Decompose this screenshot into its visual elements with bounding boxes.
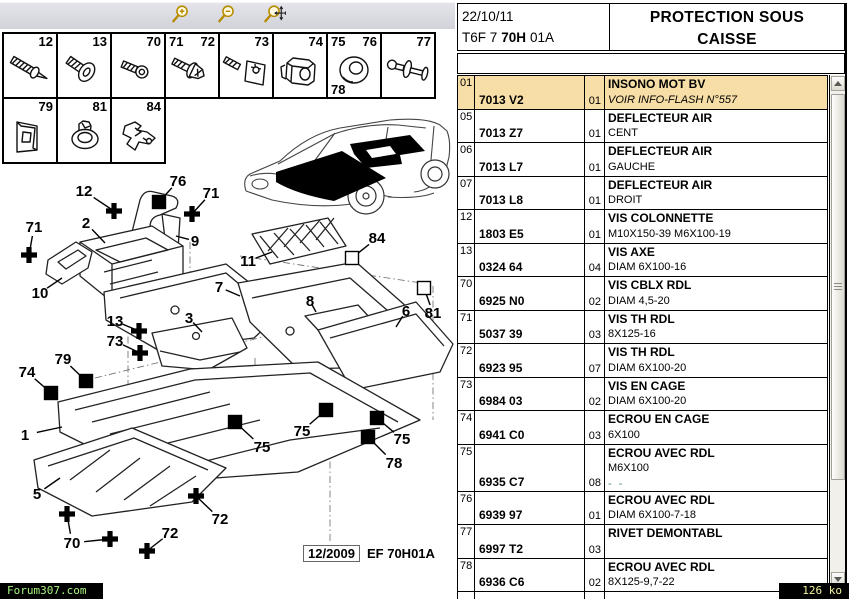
callout-label: 72 (161, 525, 179, 542)
fixing-point-open-square-marker (346, 252, 359, 265)
diagram-plate-code: EF 70H01A (367, 546, 435, 561)
ref-cell: 12 (458, 210, 475, 243)
fixing-point-cross-marker (102, 531, 118, 547)
part-number-cell: 6923 95 (475, 344, 585, 377)
callout-label: 79 (54, 351, 72, 368)
callout-label: 13 (106, 313, 124, 330)
ref-cell: 78 (458, 559, 475, 592)
vertical-scrollbar[interactable] (829, 75, 845, 588)
description-cell: VIS COLONNETTE M10X150-39 M6X100-19 (608, 211, 731, 240)
fixing-point-square-marker (45, 387, 58, 400)
callout-label: 71 (25, 219, 43, 236)
fixing-point-square-marker (80, 375, 93, 388)
table-row-empty (458, 592, 827, 599)
part-number-cell: 0324 64 (475, 244, 585, 277)
scrollbar-thumb[interactable] (831, 94, 845, 480)
table-row-07[interactable] (458, 177, 827, 211)
fastener-cell-74: 74 (272, 32, 328, 99)
description-cell: VIS TH RDL 8X125-16 (608, 311, 675, 340)
table-row-12[interactable] (458, 210, 827, 244)
table-row-70[interactable] (458, 277, 827, 311)
cage-screw-icon (221, 47, 273, 95)
zoom-pan-button[interactable] (260, 5, 288, 27)
description-cell: ECROU EN CAGE 6X100 (608, 412, 710, 441)
fastener-cell-70: 70 (110, 32, 166, 99)
part-number-cell: 6936 C6 (475, 559, 585, 592)
diagram-date-label: 12/2009 (303, 545, 360, 562)
part-number-cell: 7013 L8 (475, 177, 585, 210)
callout-label: 73 (106, 333, 124, 350)
table-row-13[interactable] (458, 244, 827, 278)
description-cell: VIS TH RDL DIAM 6X100-20 (608, 345, 687, 374)
callout-label: 11 (240, 253, 256, 270)
qty-cell: 07 (585, 344, 605, 377)
qty-cell: 01 (585, 76, 605, 109)
ref-cell: 71 (458, 311, 475, 344)
table-row-71[interactable] (458, 311, 827, 345)
part-number-cell: 6925 N0 (475, 277, 585, 310)
ref-cell: 75 (458, 445, 475, 491)
part-number-cell: 7013 Z7 (475, 110, 585, 143)
callout-label: 71 (202, 185, 220, 202)
ref-cell: 05 (458, 110, 475, 143)
callout-label: 3 (184, 310, 194, 327)
sheet-meta (458, 4, 610, 50)
description-cell: DEFLECTEUR AIR DROIT (608, 177, 713, 206)
description-cell: VIS EN CAGE DIAM 6X100-20 (608, 378, 687, 407)
callout-label: 76 (169, 173, 187, 190)
part-number-cell: 6984 03 (475, 378, 585, 411)
callout-label: 75 (393, 431, 411, 448)
qty-cell: 02 (585, 277, 605, 310)
qty-cell: 08 (585, 445, 605, 491)
part-number-cell: 7013 L7 (475, 143, 585, 176)
description-cell: INSONO MOT BV VOIR INFO-FLASH N°557 (608, 77, 738, 106)
description-cell: VIS AXE DIAM 6X100-16 (608, 244, 687, 273)
fixing-point-square-marker (153, 196, 166, 209)
callout-label: 70 (63, 535, 81, 552)
ref-cell: 01 (458, 76, 475, 109)
grommet-washer-icon (329, 47, 381, 95)
zoom-toolbar (0, 2, 455, 29)
ref-cell: 07 (458, 177, 475, 210)
sheet-header (457, 3, 845, 51)
qty-cell: 01 (585, 110, 605, 143)
ref-cell: 13 (458, 244, 475, 277)
fastener-cell-12: 12 (2, 32, 58, 99)
cage-nut-icon (275, 47, 327, 95)
table-row-05[interactable] (458, 110, 827, 144)
callout-label: 75 (293, 423, 311, 440)
qty-cell: 01 (585, 177, 605, 210)
ref-cell: 76 (458, 492, 475, 525)
description-cell: DEFLECTEUR AIR GAUCHE (608, 144, 713, 173)
qty-cell: 02 (585, 559, 605, 592)
fastener-cell-79: 79 (2, 97, 58, 164)
fastener-cell-13: 13 (56, 32, 112, 99)
callout-label: 12 (75, 183, 93, 200)
table-row-77[interactable] (458, 525, 827, 559)
part-number-cell: 6997 T2 (475, 525, 585, 558)
callout-label: 9 (190, 233, 200, 250)
description-cell: ECROU AVEC RDL M6X100 - - (608, 445, 715, 490)
header-spacer (457, 53, 845, 74)
fixing-point-square-marker (229, 416, 242, 429)
square-clip-icon (5, 112, 57, 160)
fixing-point-cross-marker (21, 247, 37, 263)
ref-cell: 74 (458, 411, 475, 444)
fixing-point-square-marker (371, 412, 384, 425)
arrow-down-icon (834, 577, 842, 582)
hex-flange-screw-icon (167, 47, 219, 95)
fixing-point-cross-marker (139, 543, 155, 559)
sheet-code: T6F 7 70H 01A (462, 29, 555, 45)
description-cell: VIS CBLX RDL DIAM 4,5-20 (608, 278, 692, 307)
qty-cell: 03 (585, 411, 605, 444)
filesize-badge: 126 ko (779, 583, 849, 599)
qty-cell: 02 (585, 378, 605, 411)
ref-cell: 72 (458, 344, 475, 377)
scroll-up-button[interactable] (831, 76, 845, 91)
part-number-cell: 6939 97 (475, 492, 585, 525)
sheet-date: 22/10/11 (462, 9, 514, 24)
callout-label: 84 (368, 230, 386, 247)
description-cell: DEFLECTEUR AIR CENT (608, 110, 713, 139)
table-row-78[interactable] (458, 559, 827, 593)
fixing-point-open-square-marker (418, 282, 431, 295)
flange-nut-icon (59, 112, 111, 160)
zoom-pan-icon (262, 4, 286, 29)
spring-clip-icon (113, 112, 165, 160)
fastener-cell-84: 84 (110, 97, 166, 164)
zoom-out-button[interactable] (214, 5, 242, 27)
table-row-75[interactable] (458, 445, 827, 492)
qty-cell: 03 (585, 525, 605, 558)
fixing-point-cross-marker (106, 203, 122, 219)
fastener-cell-75-76: 75 76 78 (326, 32, 382, 99)
qty-cell: 01 (585, 492, 605, 525)
fastener-cell-77: 77 (380, 32, 436, 99)
part-number-cell: 6935 C7 (475, 445, 585, 491)
table-row-76[interactable] (458, 492, 827, 526)
callout-label: 1 (20, 427, 30, 444)
callout-label: 8 (305, 293, 315, 310)
shoulder-screw-icon (59, 47, 111, 95)
callout-label: 7 (214, 279, 224, 296)
table-row-74[interactable] (458, 411, 827, 445)
callout-label: 6 (401, 303, 411, 320)
callout-label: 81 (424, 305, 442, 322)
table-row-72[interactable] (458, 344, 827, 378)
table-row-06[interactable] (458, 143, 827, 177)
part-number-cell: 5037 39 (475, 311, 585, 344)
qty-cell: 03 (585, 311, 605, 344)
callout-label: 74 (18, 364, 36, 381)
part-number-cell: 6941 C0 (475, 411, 585, 444)
zoom-out-icon (216, 4, 240, 29)
fixing-point-square-marker (362, 431, 375, 444)
ref-cell: 70 (458, 277, 475, 310)
fixing-point-square-marker (320, 404, 333, 417)
stud-screw-icon (5, 47, 57, 95)
ref-cell: 73 (458, 378, 475, 411)
expanding-rivet-icon (383, 47, 435, 95)
part-number-cell: 7013 V2 (475, 76, 585, 109)
part-number-cell: 1803 E5 (475, 210, 585, 243)
callout-label: 78 (385, 455, 403, 472)
diagram-footer (303, 545, 435, 562)
panel-divider (845, 3, 847, 588)
exploded-diagram (0, 170, 455, 575)
qty-cell: 04 (585, 244, 605, 277)
callout-label: 75 (253, 439, 271, 456)
table-row-01[interactable] (458, 76, 827, 110)
qty-cell: 01 (585, 210, 605, 243)
ref-cell: 77 (458, 525, 475, 558)
thumb-grip-icon (834, 283, 842, 291)
arrow-up-icon (834, 81, 842, 86)
qty-cell: 01 (585, 143, 605, 176)
table-row-73[interactable] (458, 378, 827, 412)
callout-label: 72 (211, 511, 229, 528)
zoom-in-icon (170, 4, 194, 29)
pan-screw-icon (113, 47, 165, 95)
fastener-cell-73: 73 (218, 32, 274, 99)
fixing-point-cross-marker (132, 345, 148, 361)
fixing-point-cross-marker (59, 506, 75, 522)
parts-table (457, 75, 828, 599)
description-cell: ECROU AVEC RDL 8X125-9,7-22 (608, 559, 715, 588)
description-cell: RIVET DEMONTABL (608, 526, 723, 540)
watermark-badge: Forum307.com (0, 583, 103, 599)
fastener-cell-71-72: 71 72 (164, 32, 220, 99)
callout-label: 2 (81, 215, 91, 232)
zoom-in-button[interactable] (168, 5, 196, 27)
page-title: PROTECTION SOUS CAISSE (649, 9, 805, 49)
fastener-cell-81: 81 (56, 97, 112, 164)
callout-label: 5 (32, 486, 42, 503)
callout-label: 10 (31, 285, 49, 302)
ref-cell: 06 (458, 143, 475, 176)
description-cell: ECROU AVEC RDL DIAM 6X100-7-18 (608, 492, 715, 521)
